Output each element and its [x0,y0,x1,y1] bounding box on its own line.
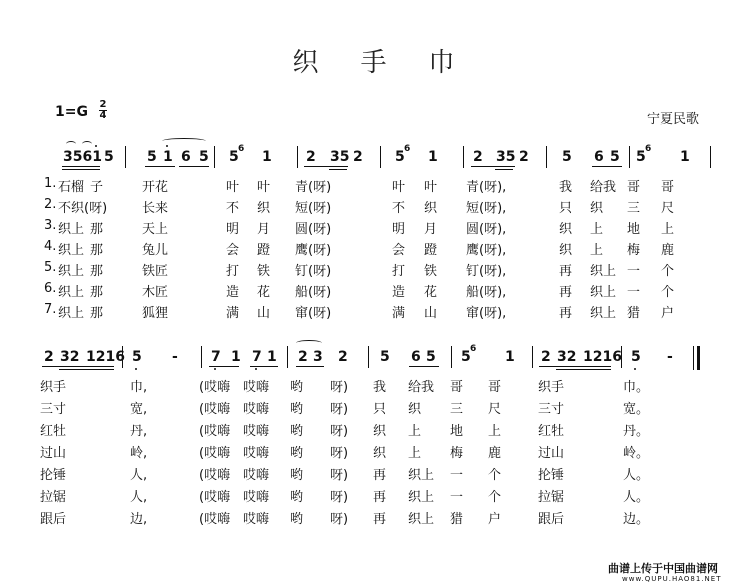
lyric-verse-4: 上 [408,446,422,461]
note: 2 [353,149,363,165]
lyric-verse-7: 狐狸 [142,306,169,321]
note: 1216 [86,349,125,365]
lyric-verse-2: 三 [627,201,641,216]
lyric-verse-6: 造 [226,285,240,300]
lyric-verse-4: 岭, [130,446,148,461]
lyric-verse-6: 造 [392,285,406,300]
lyric-verse-3: 地 [627,222,641,237]
grace-note: 6 [238,144,245,154]
lyric-verse-7: 那 [90,306,104,321]
lyric-verse-6: 织上 [408,490,435,505]
note: 5 [199,149,209,165]
lyric-verse-6: 拉锯 [40,490,67,505]
lyric-verse-4: 鹿 [661,243,675,258]
slur [162,138,206,144]
lyric-verse-4: 鹰(呀) [295,243,332,258]
lyric-verse-5: 呀) [330,468,349,483]
lyric-verse-2: 织 [590,201,604,216]
lyric-verse-6: 织上 [58,285,85,300]
lyric-verse-2: 织 [257,201,271,216]
lyric-verse-1: 巾。 [623,380,650,395]
bar-line [368,346,369,368]
lyric-verse-7: 满 [226,306,240,321]
lyric-verse-7: 边。 [623,512,650,527]
lyric-verse-5: 个 [661,264,675,279]
lyric-verse-3: 织上 [58,222,85,237]
lyric-verse-3: 3. [44,218,57,233]
bar-line [214,146,215,168]
note: 5 [631,349,641,365]
lyric-verse-5: 打 [226,264,240,279]
bar-line [710,146,711,168]
lyric-verse-1: 叶 [424,180,438,195]
lyric-verse-4: 哟 [290,446,304,461]
lyric-verse-3: 织 [559,222,573,237]
lyric-verse-1: 石榴 [58,180,85,195]
lyric-verse-6: (哎嗨 [199,490,231,505]
lyric-verse-2: (哎嗨 [199,402,231,417]
lyric-verse-5: 抡锤 [538,468,565,483]
lyric-verse-7: 边, [130,512,148,527]
lyric-verse-5: 打 [392,264,406,279]
lyric-verse-7: (哎嗨 [199,512,231,527]
note: 5 [636,149,646,165]
lyric-verse-4: 鹰(呀), [466,243,507,258]
note: 1 [163,149,173,165]
lyric-verse-4: (哎嗨 [199,446,231,461]
lyric-verse-3: 明 [226,222,240,237]
beam [592,166,622,167]
lyric-verse-2: 呀) [330,402,349,417]
lyric-verse-2: 宽。 [623,402,650,417]
lyric-verse-2: 三 [450,402,464,417]
lyric-verse-1: 叶 [392,180,406,195]
lyric-verse-7: 猎 [450,512,464,527]
lyric-verse-3: 圆(呀), [466,222,507,237]
note: 32 [557,349,577,365]
lyric-verse-7: 哟 [290,512,304,527]
note: 5 [610,149,620,165]
footer-url: www.QUPU.HAO81.NET [622,575,722,583]
beam [556,369,611,370]
note: 5 [380,349,390,365]
lyric-verse-6: 船(呀) [295,285,332,300]
note: 1 [231,349,241,365]
lyric-verse-7: 户 [488,512,502,527]
lyric-verse-4: 4. [44,239,57,254]
lyric-verse-6: 个 [488,490,502,505]
lyric-verse-5: 人, [130,468,148,483]
lyric-verse-2: 三寸 [40,402,67,417]
lyric-verse-2: 宽, [130,402,148,417]
lyric-verse-4: 过山 [538,446,565,461]
final-bar-line-thick [697,346,700,370]
lyric-verse-3: 那 [90,222,104,237]
lyric-verse-7: 窜(呀), [466,306,507,321]
lyric-verse-1: 青(呀) [295,180,332,195]
note: 3561 [63,149,102,165]
lyric-verse-5: 铁 [424,264,438,279]
low-octave-dot [634,368,636,370]
slur [296,340,322,346]
note: 2 [298,349,308,365]
beam [329,169,347,170]
lyric-verse-6: 再 [373,490,387,505]
note: 7 [252,349,262,365]
beam [59,369,114,370]
lyric-verse-1: 我 [373,380,387,395]
lyric-verse-1: 1. [44,176,57,191]
lyric-verse-7: 再 [373,512,387,527]
beam [179,166,209,167]
lyric-verse-6: 花 [424,285,438,300]
bar-line [463,146,464,168]
lyric-verse-2: 不 [392,201,406,216]
grace-note: 6 [645,144,652,154]
lyric-verse-2: 短(呀) [295,201,332,216]
lyric-verse-5: 再 [373,468,387,483]
beam [495,169,513,170]
note: 2 [44,349,54,365]
lyric-verse-7: 7. [44,302,57,317]
footer-watermark: 曲谱上传于中国曲谱网 [608,562,718,575]
lyric-verse-3: (哎嗨 [199,424,231,439]
lyric-verse-7: 猎 [627,306,641,321]
lyric-verse-5: 钉(呀) [295,264,332,279]
note: 5 [461,349,471,365]
note: 5 [147,149,157,165]
lyric-verse-2: 织 [424,201,438,216]
beam [145,166,175,167]
lyric-verse-6: 拉锯 [538,490,565,505]
note: 5 [132,349,142,365]
note: 32 [60,349,80,365]
lyric-verse-5: 5. [44,260,57,275]
lyric-verse-5: 织上 [58,264,85,279]
grace-note: 6 [470,344,477,354]
lyric-verse-4: 哎嗨 [243,446,270,461]
note: 7 [211,349,221,365]
lyric-verse-1: 织手 [538,380,565,395]
lyric-verse-6: 人。 [623,490,650,505]
slur [82,141,92,147]
final-bar-line-thin [693,346,694,370]
lyric-verse-3: 上 [590,222,604,237]
lyric-verse-3: 月 [257,222,271,237]
note: 5 [426,349,436,365]
lyric-verse-2: 长来 [142,201,169,216]
lyric-verse-4: 会 [392,243,406,258]
lyric-verse-5: 哟 [290,468,304,483]
lyric-verse-3: 地 [450,424,464,439]
lyric-verse-4: 蹬 [257,243,271,258]
lyric-verse-5: (哎嗨 [199,468,231,483]
lyric-verse-6: 一 [450,490,464,505]
low-octave-dot [135,368,137,370]
slur [66,141,76,147]
lyric-verse-5: 再 [559,264,573,279]
lyric-verse-7: 呀) [330,512,349,527]
lyric-verse-4: 过山 [40,446,67,461]
lyric-verse-6: 哟 [290,490,304,505]
lyric-verse-7: 户 [661,306,675,321]
note: 2 [473,149,483,165]
lyric-verse-4: 鹿 [488,446,502,461]
lyric-verse-3: 月 [424,222,438,237]
lyric-verse-3: 红牡 [538,424,565,439]
note: 5 [229,149,239,165]
note: 1 [505,349,515,365]
lyric-verse-6: 花 [257,285,271,300]
lyric-verse-6: 木匠 [142,285,169,300]
grace-note: 6 [404,144,411,154]
lyric-verse-1: 哥 [488,380,502,395]
lyric-verse-5: 人。 [623,468,650,483]
lyric-verse-4: 织上 [58,243,85,258]
lyric-verse-4: 会 [226,243,240,258]
lyric-verse-5: 那 [90,264,104,279]
lyric-verse-3: 丹, [130,424,148,439]
lyric-verse-3: 红牡 [40,424,67,439]
note: 1 [680,149,690,165]
lyric-verse-5: 铁匠 [142,264,169,279]
lyric-verse-4: 梅 [450,446,464,461]
bar-line [629,146,630,168]
lyric-verse-6: 个 [661,285,675,300]
lyric-verse-6: 船(呀), [466,285,507,300]
note: 2 [306,149,316,165]
lyric-verse-4: 那 [90,243,104,258]
lyric-verse-7: 织上 [590,306,617,321]
beam [62,169,100,170]
lyric-verse-5: 织上 [408,468,435,483]
note: 1 [262,149,272,165]
lyric-verse-2: 尺 [661,201,675,216]
low-octave-dot [214,368,216,370]
lyric-verse-1: 给我 [590,180,617,195]
lyric-verse-3: 上 [408,424,422,439]
lyric-verse-2: 织 [408,402,422,417]
lyric-verse-6: 织上 [590,285,617,300]
lyric-verse-4: 兔儿 [142,243,169,258]
bar-line [201,346,202,368]
lyric-verse-5: 织上 [590,264,617,279]
note: 6 [181,149,191,165]
beam [409,366,439,367]
lyric-verse-2: 短(呀), [466,201,507,216]
high-octave-dot [95,145,97,147]
lyric-verse-1: 给我 [408,380,435,395]
lyric-verse-1: 子 [90,180,104,195]
lyric-verse-4: 上 [590,243,604,258]
lyric-verse-6: 那 [90,285,104,300]
note: 5 [104,149,114,165]
lyric-verse-2: 尺 [488,402,502,417]
lyric-verse-5: 铁 [257,264,271,279]
lyric-verse-2: 2. [44,197,57,212]
lyric-verse-5: 一 [450,468,464,483]
lyric-verse-1: 巾, [130,380,148,395]
note: 3 [313,349,323,365]
note: 2 [519,149,529,165]
note: 1 [267,349,277,365]
lyric-verse-2: 只 [559,201,573,216]
lyric-verse-7: 满 [392,306,406,321]
bar-line [532,346,533,368]
lyric-verse-1: 我 [559,180,573,195]
lyric-verse-2: 三寸 [538,402,565,417]
note: - [667,349,673,365]
lyric-verse-2: 不 [226,201,240,216]
beam [209,366,239,367]
beam [304,166,348,167]
high-octave-dot [166,145,168,147]
lyric-verse-1: (哎嗨 [199,380,231,395]
lyric-verse-3: 圆(呀) [295,222,332,237]
key-signature: 1=G [55,104,88,120]
beam [471,166,515,167]
lyric-verse-3: 丹。 [623,424,650,439]
lyric-verse-3: 上 [488,424,502,439]
time-signature [99,100,107,120]
note: - [172,349,178,365]
lyric-verse-1: 开花 [142,180,169,195]
lyric-verse-1: 哥 [450,380,464,395]
lyric-verse-1: 哥 [627,180,641,195]
lyric-verse-5: 哎嗨 [243,468,270,483]
lyric-verse-1: 织手 [40,380,67,395]
note: 6 [594,149,604,165]
beam [62,166,100,167]
lyric-verse-4: 织 [559,243,573,258]
lyric-verse-3: 上 [661,222,675,237]
lyric-verse-1: 呀) [330,380,349,395]
lyric-verse-5: 钉(呀), [466,264,507,279]
lyric-verse-6: 再 [559,285,573,300]
note: 6 [411,349,421,365]
lyric-verse-7: 织上 [408,512,435,527]
lyric-verse-1: 哟 [290,380,304,395]
beam [539,366,611,367]
lyric-verse-7: 山 [424,306,438,321]
lyric-verse-6: 呀) [330,490,349,505]
lyric-verse-7: 窜(呀) [295,306,332,321]
lyric-verse-4: 呀) [330,446,349,461]
lyric-verse-5: 一 [627,264,641,279]
low-octave-dot [255,368,257,370]
lyric-verse-3: 哟 [290,424,304,439]
lyric-verse-2: 不织(呀) [58,201,108,216]
note: 5 [395,149,405,165]
note: 2 [541,349,551,365]
beam [42,366,114,367]
lyric-verse-3: 明 [392,222,406,237]
lyric-verse-4: 织 [373,446,387,461]
lyric-verse-7: 再 [559,306,573,321]
note: 1 [428,149,438,165]
time-signature-bottom: 4 [99,110,107,121]
lyric-verse-7: 山 [257,306,271,321]
bar-line [125,146,126,168]
lyric-verse-7: 跟后 [538,512,565,527]
lyric-verse-2: 只 [373,402,387,417]
page-title: 织手巾 [292,48,497,78]
beam [296,366,324,367]
time-signature-top: 2 [99,99,107,110]
lyric-verse-6: 哎嗨 [243,490,270,505]
lyric-verse-6: 6. [44,281,57,296]
lyric-verse-4: 岭。 [623,446,650,461]
lyric-verse-7: 跟后 [40,512,67,527]
lyric-verse-4: 梅 [627,243,641,258]
note: 2 [338,349,348,365]
bar-line [380,146,381,168]
lyric-verse-1: 叶 [257,180,271,195]
lyric-verse-5: 个 [488,468,502,483]
lyric-verse-3: 织 [373,424,387,439]
note: 5 [562,149,572,165]
bar-line [297,146,298,168]
lyric-verse-3: 天上 [142,222,169,237]
lyric-verse-3: 哎嗨 [243,424,270,439]
bar-line [451,346,452,368]
note: 35 [496,149,516,165]
lyric-verse-7: 织上 [58,306,85,321]
lyric-verse-7: 哎嗨 [243,512,270,527]
lyric-verse-1: 哎嗨 [243,380,270,395]
credit-label: 宁夏民歌 [647,112,700,127]
lyric-verse-1: 叶 [226,180,240,195]
lyric-verse-1: 哥 [661,180,675,195]
beam [250,366,278,367]
lyric-verse-1: 青(呀), [466,180,507,195]
bar-line [287,346,288,368]
lyric-verse-2: 哎嗨 [243,402,270,417]
note: 35 [330,149,350,165]
lyric-verse-3: 呀) [330,424,349,439]
lyric-verse-4: 蹬 [424,243,438,258]
lyric-verse-6: 一 [627,285,641,300]
lyric-verse-2: 哟 [290,402,304,417]
note: 1216 [583,349,622,365]
lyric-verse-5: 抡锤 [40,468,67,483]
bar-line [546,146,547,168]
lyric-verse-6: 人, [130,490,148,505]
